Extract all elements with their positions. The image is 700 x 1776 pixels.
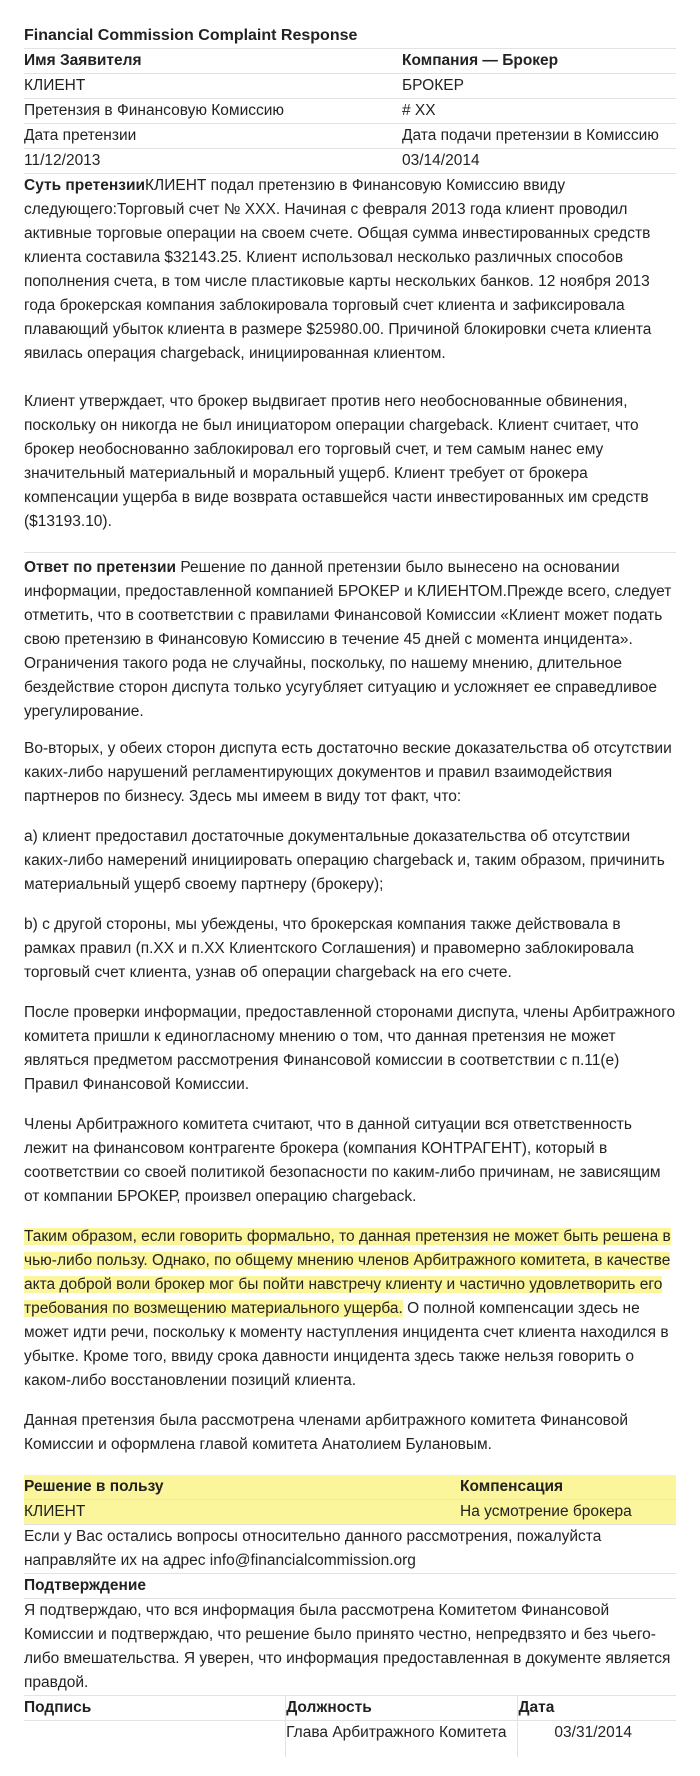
broker-company-header: Компания — Брокер <box>402 52 559 69</box>
confirmation-text: Я подтверждаю, что вся информация была рассмотрена Комитетом Финансовой Комиссии и подтверждаю, что решение было принято честно, непредвзято и без чьего-либо вмешательства. Я уверен, что информация предоставленная в документе является правдой. <box>24 1602 671 1691</box>
response-paragraph-3: а) клиент предоставил достаточные документальные доказательства об отсутствии каких-либо намерений инициировать операцию chargeback и, таким образом, причинить материальный ущерб своему партнеру (брокеру); <box>24 828 665 893</box>
header-table-row <box>24 49 676 74</box>
header-table <box>24 49 676 174</box>
contact-section <box>24 1525 676 1574</box>
confirmation-section <box>24 1599 676 1696</box>
applicant-name-value: КЛИЕНТ <box>24 77 86 94</box>
header-table-row <box>24 99 676 124</box>
claim-date-value: 11/12/2013 <box>24 152 101 169</box>
response-paragraph-8: Данная претензия была рассмотрена членами арбитражного комитета Финансовой Комиссии и оформлена главой комитета Анатолием Булановым. <box>24 1412 629 1453</box>
response-paragraph-4: b) с другой стороны, мы убеждены, что брокерская компания также действовала в рамках правил (п.XX и п.XX Клиентского Соглашения) и правомерно заблокировала торговый счет клиента, узнав об операции chargeback на его счете. <box>24 916 634 981</box>
conclusion-rest: О полной компенсации здесь не может идти речи, поскольку к моменту наступления инцидента счет клиента находился в убытке. Кроме того, ввиду срока давности инцидента здесь также нельзя говорить о каком-либо восстановлении позиций клиента. <box>24 1300 669 1389</box>
claim-response-section <box>24 553 676 1457</box>
claim-number: # XX <box>402 102 436 119</box>
document-title: Financial Commission Complaint Response <box>24 24 676 49</box>
signature-header: Подпись <box>24 1696 286 1720</box>
response-paragraph-5: После проверки информации, предоставленной сторонами диспута, члены Арбитражного комитета пришли к единогласному мнению о том, что данная претензия не может являться предметом рассмотрения Финансовой комиссии в соответствии с п.11(е) Правил Финансовой Комиссии. <box>24 1004 676 1093</box>
header-table-row <box>24 124 676 149</box>
header-table-row <box>24 74 676 99</box>
header-table-row <box>24 149 676 174</box>
claim-response-heading: Ответ по претензии <box>24 559 177 576</box>
claim-essence-paragraph-2: Клиент утверждает, что брокер выдвигает против него необоснованные обвинения, поскольку он никогда не был инициатором операции chargeback. Клиент считает, что брокер необоснованно заблокировал его торговый счет, и тем самым нанес ему значительный материальный и моральный ущерб. Клиент требует от брокера компенсации ущерба в виде возврата оставшейся части инвестированных им средств ($13193.10). <box>24 393 649 530</box>
complaint-response-document <box>24 24 676 1757</box>
date-header: Дата <box>518 1699 555 1716</box>
response-paragraph-7 <box>24 1225 676 1393</box>
ruling-in-favor-header: Решение в пользу <box>24 1478 164 1495</box>
claim-essence-paragraph <box>24 174 676 366</box>
resolution-table-row <box>24 1475 676 1500</box>
claim-date-label: Дата претензии <box>24 127 137 144</box>
resolution-table-row <box>24 1500 676 1525</box>
claim-label: Претензия в Финансовую Комиссию <box>24 102 285 119</box>
claim-response-paragraph <box>24 556 676 724</box>
compensation-header: Компенсация <box>460 1478 564 1495</box>
claim-essence-text: КЛИЕНТ подал претензию в Финансовую Комиссию ввиду следующего:Торговый счет № XXX. Начиная с февраля 2013 года клиент проводил активные торговые операции на своем счете. Общая сумма инвестированных средств клиента составила $32143.25. Клиент использовал несколько различных способов пополнения счета, в том числе пластиковые карты нескольких банков. 12 ноября 2013 года брокерская компания заблокировала торговый счет клиента и зафиксировала плавающий убыток клиента в размере $25980.00. Причиной блокировки счета клиента явилась операция chargeback, инициированная клиентом. <box>24 177 652 362</box>
compensation-value: На усмотрение брокера <box>460 1503 632 1520</box>
signature-date-value: 03/31/2014 <box>554 1724 632 1741</box>
confirmation-heading-row <box>24 1574 676 1599</box>
position-header: Должность <box>286 1696 518 1720</box>
resolution-table <box>24 1475 676 1525</box>
claim-essence-section <box>24 174 676 553</box>
filing-date-value: 03/14/2014 <box>402 152 480 169</box>
signature-table-row <box>24 1721 676 1757</box>
ruling-in-favor-value: КЛИЕНТ <box>24 1503 86 1520</box>
filing-date-label: Дата подачи претензии в Комиссию <box>402 127 659 144</box>
confirmation-heading: Подтверждение <box>24 1577 147 1594</box>
response-paragraph-6: Члены Арбитражного комитета считают, что в данной ситуации вся ответственность лежит на финансовом контрагенте брокера (компания КОНТРАГЕНТ), который в соответствии со своей политикой безопасности по каким-либо причинам, не зависящим от компании БРОКЕР, произвел операцию chargeback. <box>24 1116 661 1205</box>
highlighted-conclusion: Таким образом, если говорить формально, то данная претензия не может быть решена в чью-либо пользу. Однако, по общему мнению членов Арбитражного комитета, в качестве акта доброй воли брокер мог бы пойти навстречу клиенту и частично удовлетворить его требования по возмещению материального ущерба. <box>24 1228 671 1317</box>
claim-response-text: Решение по данной претензии было вынесено на основании информации, предоставленной компанией БРОКЕР и КЛИЕНТОМ.Прежде всего, следует отметить, что в соответствии с правилами Финансовой Комиссии «Клиент может подать свою претензию в Финансовую Комиссию в течение 45 дней с момента инцидента». Ограничения такого рода не случайны, поскольку, по нашему мнению, длительное бездействие сторон диспута только усугубляет ситуацию и усложняет ее справедливое урегулирование. <box>24 559 672 720</box>
broker-company-value: БРОКЕР <box>402 77 464 94</box>
applicant-name-header: Имя Заявителя <box>24 52 142 69</box>
position-value: Глава Арбитражного Комитета <box>286 1721 518 1757</box>
contact-text: Если у Вас остались вопросы относительно данного рассмотрения, пожалуйста направляйте их на адрес info@financialcommission.org <box>24 1528 602 1569</box>
signature-table-row <box>24 1696 676 1721</box>
claim-essence-heading: Суть претензии <box>24 177 146 194</box>
signature-table <box>24 1696 676 1757</box>
response-paragraph-2: Во-вторых, у обеих сторон диспута есть достаточно веские доказательства об отсутствии каких-либо нарушений регламентирующих документов и правил взаимодействия партнеров по бизнесу. Здесь мы имеем в виду тот факт, что: <box>24 740 672 805</box>
signature-value <box>24 1721 286 1757</box>
